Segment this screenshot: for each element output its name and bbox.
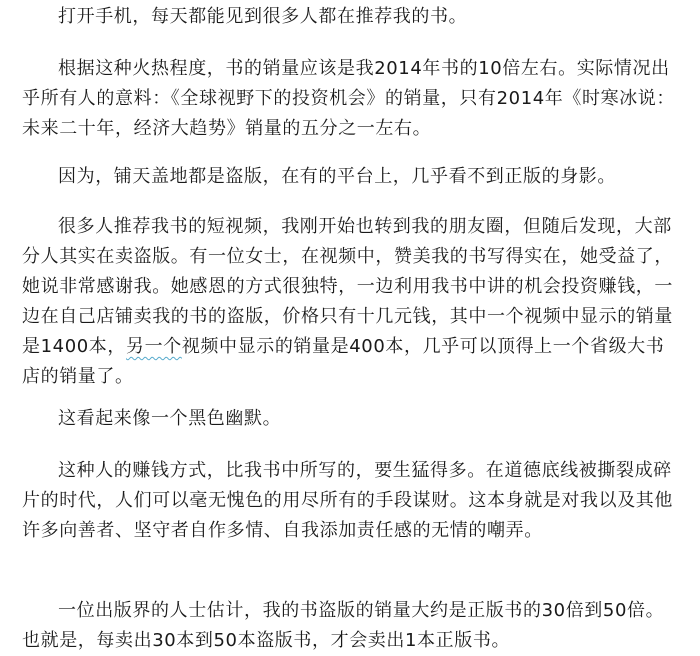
paragraph-2: 根据这种火热程度，书的销量应该是我2014年书的10倍左右。实际情况出乎所有人的意料：《全球视野下的投资机会》的销量，只有2014年《时寒冰说：未来二十年，经济大趋势》销量的五分之一左右。: [22, 58, 676, 139]
paragraph-7: 一位出版界的人士估计，我的书盗版的销量大约是正版书的30倍到50倍。也就是，每卖出30本到50本盗版书，才会卖出1本正版书。: [22, 600, 665, 651]
paragraph-1: 打开手机，每天都能见到很多人都在推荐我的书。: [58, 6, 468, 27]
paragraph-4-text-before: 很多人推荐我书的短视频，我刚开始也转到我的朋友圈，但随后发现，大部分人其实在卖盗版。有一位女士，在视频中，赞美我的书写得实在，她受益了，她说非常感谢我。她感恩的方式很独特，一边利用我书中讲的机会投资赚钱，一边在自己店铺卖我的书的盗版，价格只有十几元钱，其中一个视频中显示的销量是1400本，: [22, 216, 673, 357]
spellcheck-underline-word[interactable]: 另一个: [126, 336, 182, 357]
paragraph-4-text-after: 视频中显示的销量是400本，几乎可以顶得上一个省级大书店的销量了。: [22, 336, 665, 387]
paragraph-3: 因为，铺天盖地都是盗版，在有的平台上，几乎看不到正版的身影。: [58, 166, 616, 187]
paragraph-5: 这看起来像一个黑色幽默。: [58, 408, 282, 429]
paragraph-6: 这种人的赚钱方式，比我书中所写的，要生猛得多。在道德底线被撕裂成碎片的时代，人们可以毫无愧色的用尽所有的手段谋财。这本身就是对我以及其他许多向善者、坚守者自作多情、自我添加责任感的无情的嘲弄。: [22, 460, 673, 541]
paragraph-4: [22, 212, 682, 392]
